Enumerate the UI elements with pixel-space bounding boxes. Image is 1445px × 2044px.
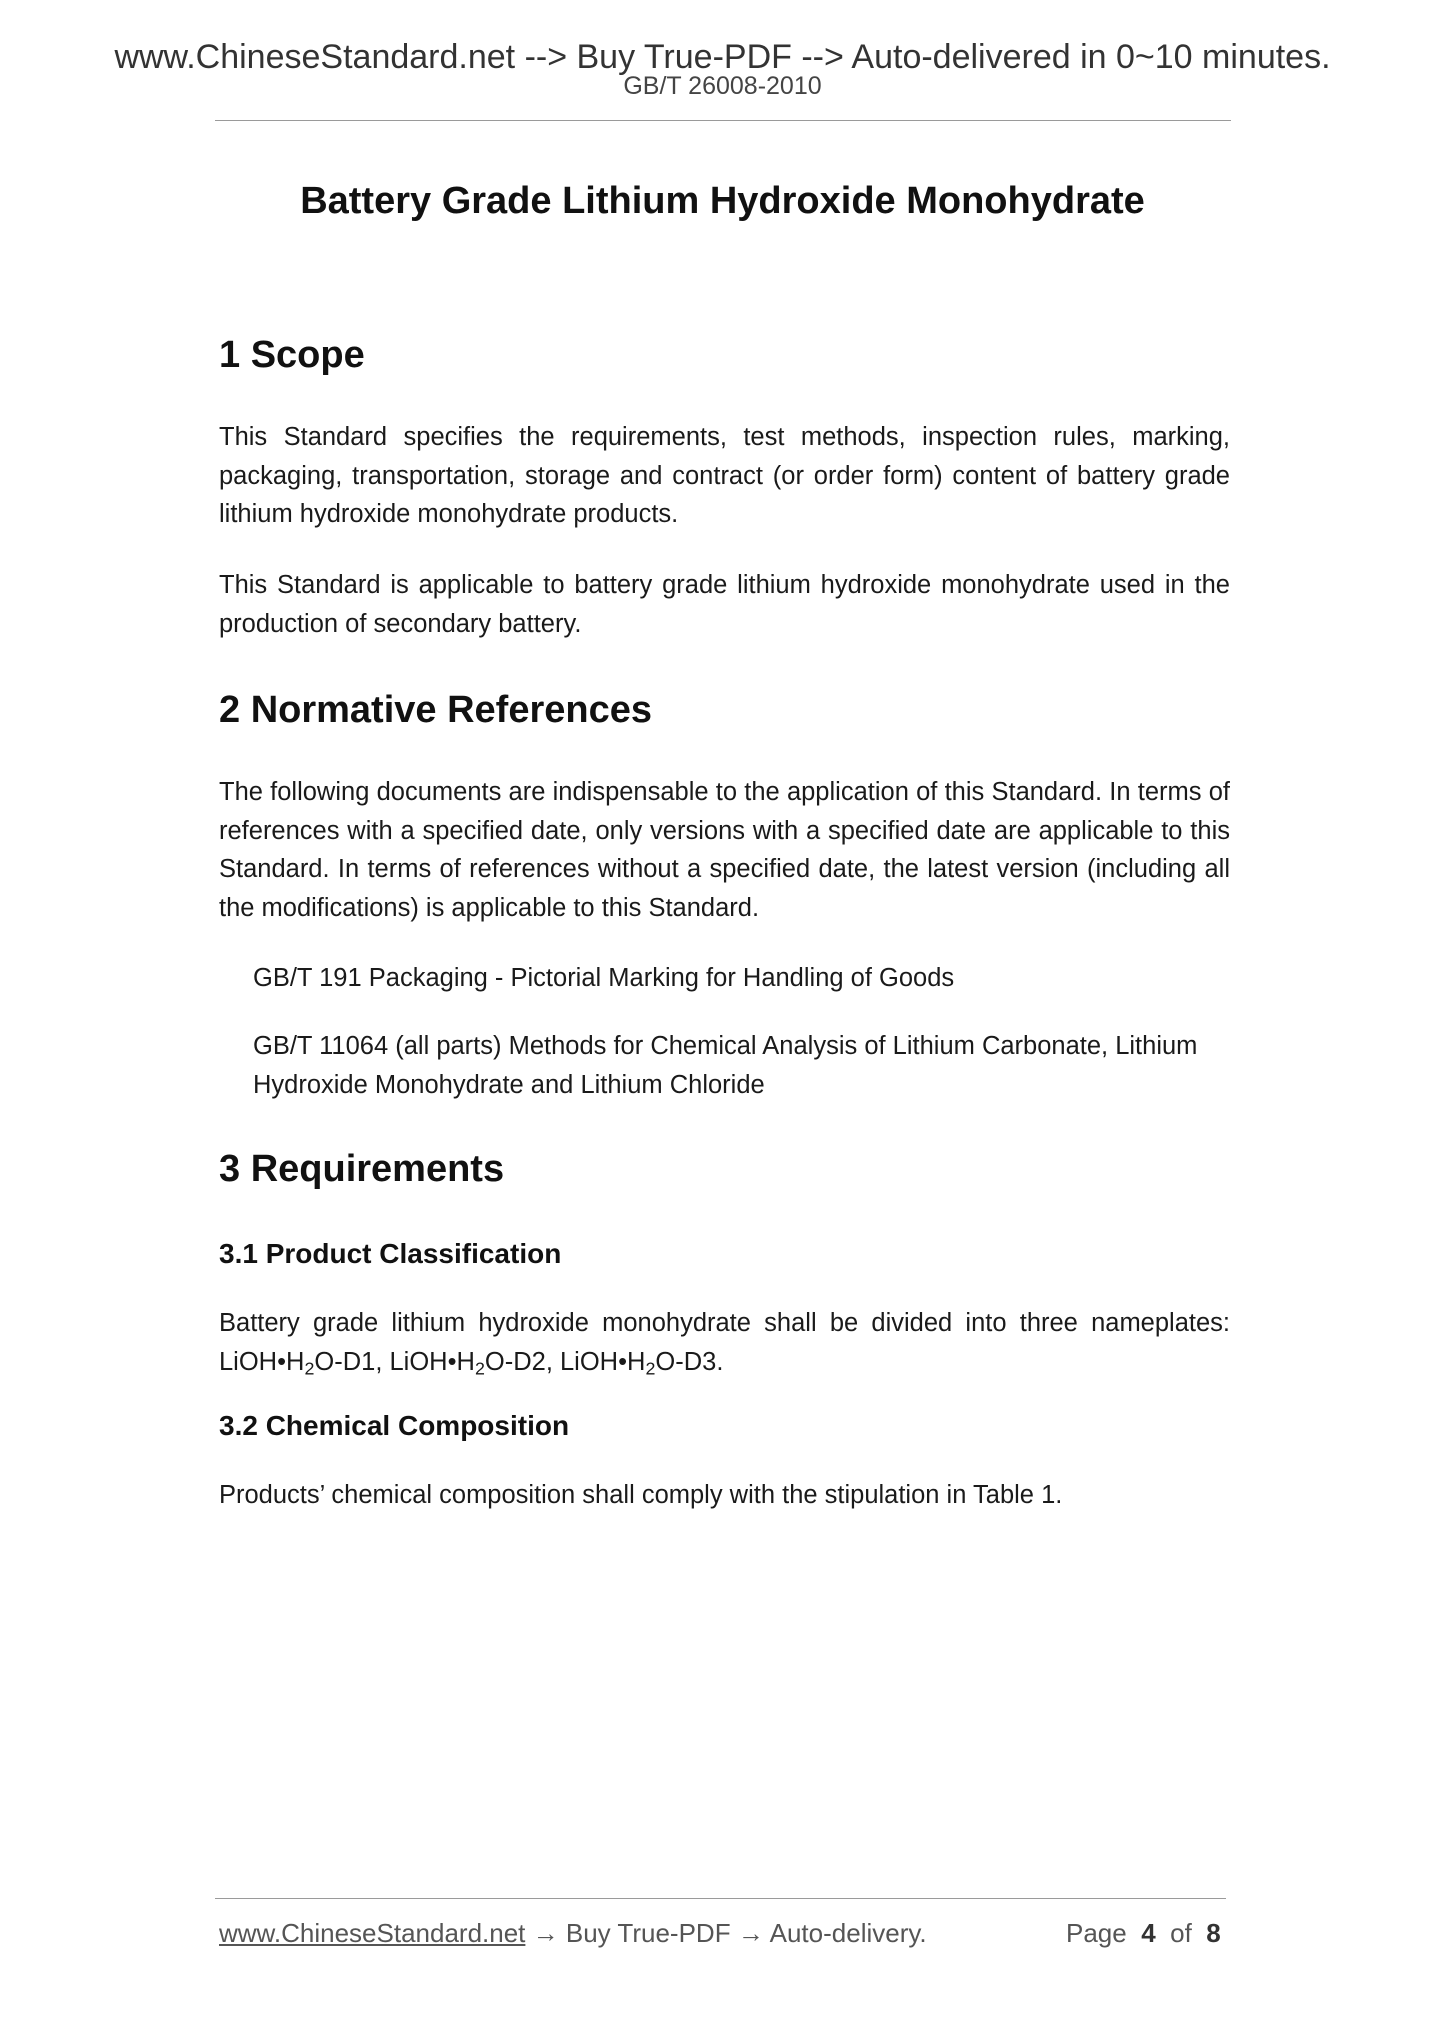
arrow-right-icon: → xyxy=(532,1918,559,1948)
nameplate: $LiOH•H_2O-D1$ xyxy=(219,1347,376,1378)
nameplate: $LiOH•H_2O-D2$ xyxy=(389,1347,546,1378)
reference-item: GB/T 11064 (all parts) Methods for Chemical Analysis of Lithium Carbonate, Lithium Hydroxide Monohydrate and Lithium Chloride xyxy=(253,1032,1198,1099)
classification-paragraph: Battery grade lithium hydroxide monohydrate shall be divided into three nameplates: $LiOH•H_2O-D1$, $LiOH•H_2O-D2$, $LiOH•H_2O-D3$. xyxy=(219,1309,1230,1378)
scope-paragraph-1: This Standard specifies the requirements, test methods, inspection rules, marking, packaging, transportation, storage and contract (or order form) content of battery grade lithium hydroxide monohydrate products. xyxy=(219,423,1230,528)
scope-paragraph-2: This Standard is applicable to battery grade lithium hydroxide monohydrate used in the production of secondary battery. xyxy=(219,571,1230,638)
footer-delivery-text: Auto-delivery. xyxy=(769,1918,927,1948)
of-label: of xyxy=(1170,1918,1192,1948)
section-2-heading: 2 Normative References xyxy=(219,689,652,731)
classification-intro: Battery grade lithium hydroxide monohydrate shall be divided into three nameplates: xyxy=(219,1309,1230,1337)
site-banner[interactable]: www.ChineseStandard.net --> Buy True-PDF --> Auto-delivered in 0~10 minutes. xyxy=(114,38,1331,76)
footer-links xyxy=(219,1918,927,1949)
footer-site-link[interactable]: www.ChineseStandard.net xyxy=(219,1918,526,1948)
arrow-right-icon: → xyxy=(737,1918,764,1948)
footer-buy-text: Buy True-PDF xyxy=(565,1918,731,1948)
page-indicator xyxy=(1066,1918,1221,1949)
nameplate: $LiOH•H_2O-D3$ xyxy=(560,1347,717,1378)
document-title: Battery Grade Lithium Hydroxide Monohydrate xyxy=(300,180,1145,222)
header-divider xyxy=(215,120,1231,121)
subsection-3-2-heading: 3.2 Chemical Composition xyxy=(219,1410,570,1441)
page-label: Page xyxy=(1066,1918,1127,1948)
subsection-3-1-heading: 3.1 Product Classification xyxy=(219,1238,562,1269)
page-total: 8 xyxy=(1206,1918,1221,1948)
section-3-heading: 3 Requirements xyxy=(219,1148,505,1190)
standard-code: GB/T 26008-2010 xyxy=(623,72,822,100)
reference-item: GB/T 191 Packaging - Pictorial Marking for Handling of Goods xyxy=(253,964,955,992)
normative-paragraph: The following documents are indispensable to the application of this Standard. In terms of references with a specified date, only versions with a specified date are applicable to this Standard. In terms of references without a specified date, the latest version (including all the modifications) is applicable to this Standard. xyxy=(219,778,1230,922)
footer-divider xyxy=(215,1898,1226,1899)
composition-paragraph: Products’ chemical composition shall comply with the stipulation in Table 1. xyxy=(219,1481,1063,1509)
page-current: 4 xyxy=(1141,1918,1156,1948)
section-1-heading: 1 Scope xyxy=(219,334,365,376)
